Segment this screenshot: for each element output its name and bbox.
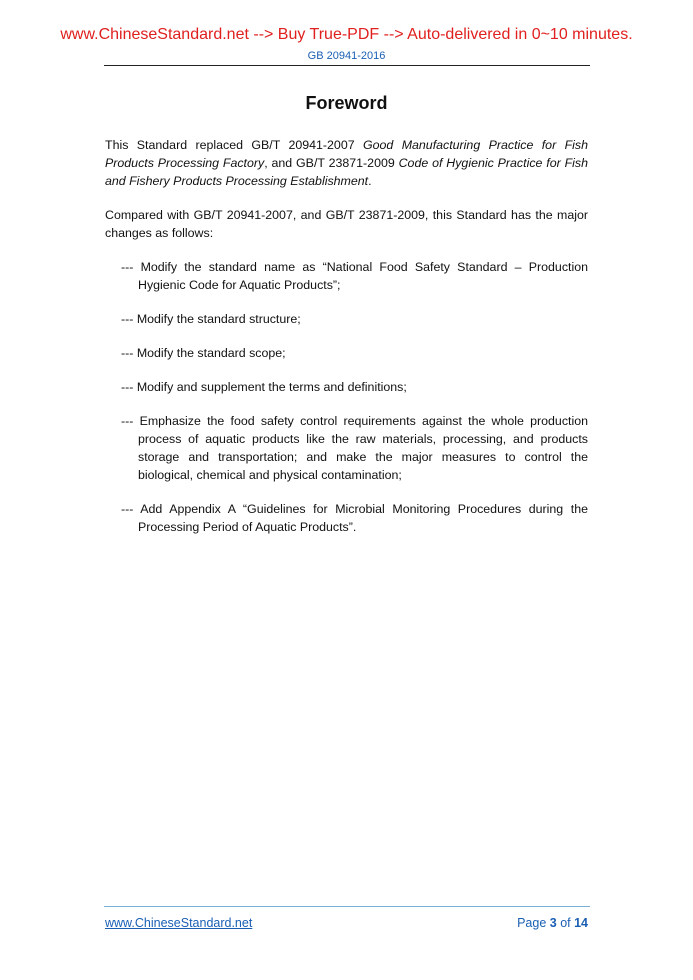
change-item: --- Modify the standard scope; bbox=[121, 346, 286, 360]
intro-text: This Standard replaced GB/T 20941-2007 bbox=[105, 138, 363, 152]
standard-title-italic: Good Manufacturing Practice for Fish Products Processing Factory bbox=[105, 138, 588, 170]
foreword-body bbox=[105, 136, 588, 552]
page-title: Foreword bbox=[305, 93, 388, 113]
page-current: 3 bbox=[549, 916, 557, 930]
standard-title-italic: Code of Hygienic Practice for Fish and Fishery Products Processing Establishment bbox=[105, 156, 588, 188]
intro-text: , and GB/T 23871-2009 bbox=[264, 156, 399, 170]
changes-intro-paragraph: Compared with GB/T 20941-2007, and GB/T 23871-2009, this Standard has the major changes as follows: bbox=[105, 208, 588, 240]
footer-site-link[interactable]: www.ChineseStandard.net bbox=[105, 916, 253, 930]
promo-banner: www.ChineseStandard.net --> Buy True-PDF --> Auto-delivered in 0~10 minutes. bbox=[60, 26, 633, 43]
change-item: --- Modify the standard name as “National Food Safety Standard – Production Hygienic Code for Aquatic Products”; bbox=[121, 260, 588, 292]
change-item: --- Modify and supplement the terms and definitions; bbox=[121, 380, 407, 394]
page-number bbox=[517, 916, 588, 930]
page-label: Page bbox=[517, 916, 550, 930]
change-item: --- Modify the standard structure; bbox=[121, 312, 301, 326]
change-item: --- Add Appendix A “Guidelines for Microbial Monitoring Procedures during the Processing Period of Aquatic Products”. bbox=[121, 502, 588, 534]
header-divider bbox=[104, 65, 590, 66]
page-of-label: of bbox=[556, 916, 575, 930]
intro-paragraph bbox=[105, 136, 588, 190]
footer-divider bbox=[104, 906, 590, 907]
page-total: 14 bbox=[574, 916, 588, 930]
document-code: GB 20941-2016 bbox=[307, 50, 386, 62]
change-item: --- Emphasize the food safety control requirements against the whole production process of aquatic products like the raw materials, processing, and products storage and transportation; and make the major measures to control the biological, chemical and physical contamination; bbox=[121, 414, 588, 482]
intro-text: . bbox=[368, 174, 372, 188]
